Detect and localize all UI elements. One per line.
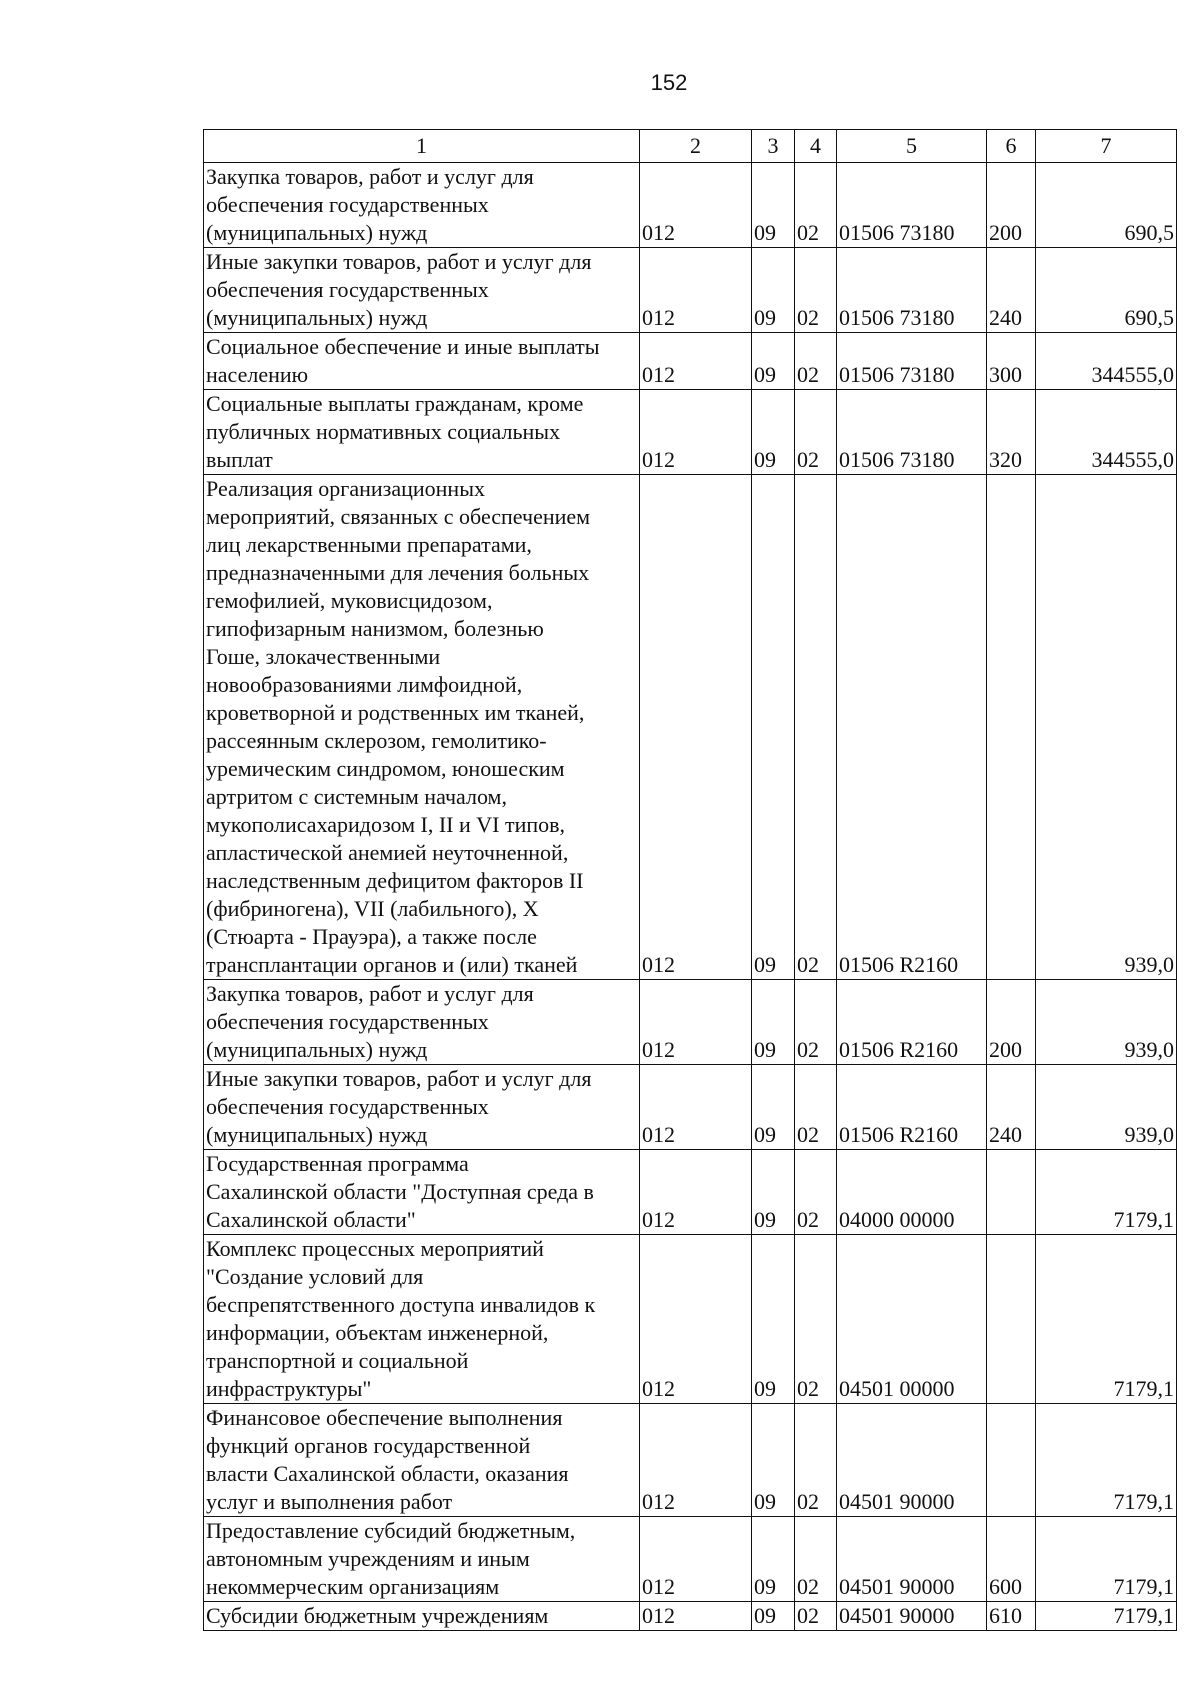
budget-table <box>203 129 1177 1631</box>
amount: 7179,1 <box>1036 1517 1177 1602</box>
item-name: Государственная программа Сахалинской области "Доступная среда в Сахалинской области" <box>204 1150 640 1235</box>
item-name: Комплекс процессных мероприятий "Создание условий для беспрепятственного доступа инвалидов к информации, объектам инженерной, транспортной и социальной инфраструктуры" <box>204 1235 640 1404</box>
column-header: 6 <box>987 130 1036 163</box>
item-name: Предоставление субсидий бюджетным, автономным учреждениям и иным некоммерческим организациям <box>204 1517 640 1602</box>
table-row <box>204 1150 1177 1235</box>
ministry-code: 012 <box>640 1235 752 1404</box>
expense-type-code <box>987 1235 1036 1404</box>
table-row <box>204 1602 1177 1631</box>
section-code: 09 <box>752 980 795 1065</box>
subsection-code: 02 <box>795 390 837 475</box>
expense-type-code: 600 <box>987 1517 1036 1602</box>
expense-type-code: 610 <box>987 1602 1036 1631</box>
target-article-code: 01506 73180 <box>837 248 987 333</box>
subsection-code: 02 <box>795 1235 837 1404</box>
amount: 690,5 <box>1036 163 1177 248</box>
amount: 7179,1 <box>1036 1150 1177 1235</box>
column-header: 5 <box>837 130 987 163</box>
table-row <box>204 333 1177 390</box>
subsection-code: 02 <box>795 1150 837 1235</box>
table-row <box>204 248 1177 333</box>
amount: 7179,1 <box>1036 1235 1177 1404</box>
subsection-code: 02 <box>795 1065 837 1150</box>
table-row <box>204 1235 1177 1404</box>
expense-type-code: 200 <box>987 980 1036 1065</box>
table-row <box>204 980 1177 1065</box>
section-code: 09 <box>752 390 795 475</box>
item-name: Иные закупки товаров, работ и услуг для обеспечения государственных (муниципальных) нужд <box>204 248 640 333</box>
section-code: 09 <box>752 1235 795 1404</box>
target-article-code: 01506 73180 <box>837 163 987 248</box>
table-row <box>204 163 1177 248</box>
amount: 344555,0 <box>1036 333 1177 390</box>
amount: 690,5 <box>1036 248 1177 333</box>
subsection-code: 02 <box>795 1602 837 1631</box>
expense-type-code: 300 <box>987 333 1036 390</box>
section-code: 09 <box>752 1150 795 1235</box>
subsection-code: 02 <box>795 1517 837 1602</box>
target-article-code: 04501 90000 <box>837 1602 987 1631</box>
target-article-code: 04501 90000 <box>837 1517 987 1602</box>
item-name: Финансовое обеспечение выполнения функций органов государственной власти Сахалинской области, оказания услуг и выполнения работ <box>204 1404 640 1517</box>
column-header: 4 <box>795 130 837 163</box>
table-row <box>204 1065 1177 1150</box>
column-header: 1 <box>204 130 640 163</box>
item-name: Субсидии бюджетным учреждениям <box>204 1602 640 1631</box>
amount: 939,0 <box>1036 1065 1177 1150</box>
subsection-code: 02 <box>795 980 837 1065</box>
expense-type-code: 240 <box>987 1065 1036 1150</box>
amount: 7179,1 <box>1036 1602 1177 1631</box>
expense-type-code: 320 <box>987 390 1036 475</box>
section-code: 09 <box>752 1404 795 1517</box>
table-row <box>204 390 1177 475</box>
section-code: 09 <box>752 333 795 390</box>
target-article-code: 04501 90000 <box>837 1404 987 1517</box>
ministry-code: 012 <box>640 980 752 1065</box>
ministry-code: 012 <box>640 475 752 980</box>
subsection-code: 02 <box>795 333 837 390</box>
subsection-code: 02 <box>795 163 837 248</box>
section-code: 09 <box>752 163 795 248</box>
table-row <box>204 475 1177 980</box>
ministry-code: 012 <box>640 248 752 333</box>
expense-type-code <box>987 1404 1036 1517</box>
ministry-code: 012 <box>640 1065 752 1150</box>
ministry-code: 012 <box>640 1404 752 1517</box>
item-name: Реализация организационных мероприятий, связанных с обеспечением лиц лекарственными препаратами, предназначенными для лечения больных гемофилией, муковисцидозом, гипофизарным нанизмом, болезнью Гоше, злокачественными новообразованиями лимфоидной, кроветворной и родственных им тканей, рассеянным склерозом, гемолитико- уремическим синдромом, юношеским артритом с системным началом, мукополисахаридозом I, II и VI типов, апластической анемией неуточненной, наследственным дефицитом факторов II (фибриногена), VII (лабильного), X (Стюарта - Прауэра), а также после трансплантации органов и (или) тканей <box>204 475 640 980</box>
amount: 7179,1 <box>1036 1404 1177 1517</box>
expense-type-code <box>987 1150 1036 1235</box>
subsection-code: 02 <box>795 1404 837 1517</box>
item-name: Закупка товаров, работ и услуг для обеспечения государственных (муниципальных) нужд <box>204 163 640 248</box>
target-article-code: 01506 73180 <box>837 333 987 390</box>
item-name: Социальные выплаты гражданам, кроме публичных нормативных социальных выплат <box>204 390 640 475</box>
ministry-code: 012 <box>640 1517 752 1602</box>
column-header: 7 <box>1036 130 1177 163</box>
item-name: Закупка товаров, работ и услуг для обеспечения государственных (муниципальных) нужд <box>204 980 640 1065</box>
target-article-code: 04501 00000 <box>837 1235 987 1404</box>
column-header: 2 <box>640 130 752 163</box>
expense-type-code: 240 <box>987 248 1036 333</box>
subsection-code: 02 <box>795 475 837 980</box>
target-article-code: 01506 R2160 <box>837 475 987 980</box>
section-code: 09 <box>752 1517 795 1602</box>
expense-type-code: 200 <box>987 163 1036 248</box>
target-article-code: 01506 R2160 <box>837 980 987 1065</box>
target-article-code: 01506 R2160 <box>837 1065 987 1150</box>
page-number: 152 <box>650 70 688 95</box>
item-name: Социальное обеспечение и иные выплаты населению <box>204 333 640 390</box>
amount: 344555,0 <box>1036 390 1177 475</box>
section-code: 09 <box>752 1065 795 1150</box>
section-code: 09 <box>752 248 795 333</box>
amount: 939,0 <box>1036 475 1177 980</box>
table-row <box>204 1517 1177 1602</box>
amount: 939,0 <box>1036 980 1177 1065</box>
ministry-code: 012 <box>640 163 752 248</box>
ministry-code: 012 <box>640 333 752 390</box>
target-article-code: 01506 73180 <box>837 390 987 475</box>
item-name: Иные закупки товаров, работ и услуг для обеспечения государственных (муниципальных) нужд <box>204 1065 640 1150</box>
section-code: 09 <box>752 1602 795 1631</box>
ministry-code: 012 <box>640 390 752 475</box>
subsection-code: 02 <box>795 248 837 333</box>
ministry-code: 012 <box>640 1150 752 1235</box>
expense-type-code <box>987 475 1036 980</box>
target-article-code: 04000 00000 <box>837 1150 987 1235</box>
column-header: 3 <box>752 130 795 163</box>
table-header-row <box>204 130 1177 163</box>
table-row <box>204 1404 1177 1517</box>
section-code: 09 <box>752 475 795 980</box>
ministry-code: 012 <box>640 1602 752 1631</box>
